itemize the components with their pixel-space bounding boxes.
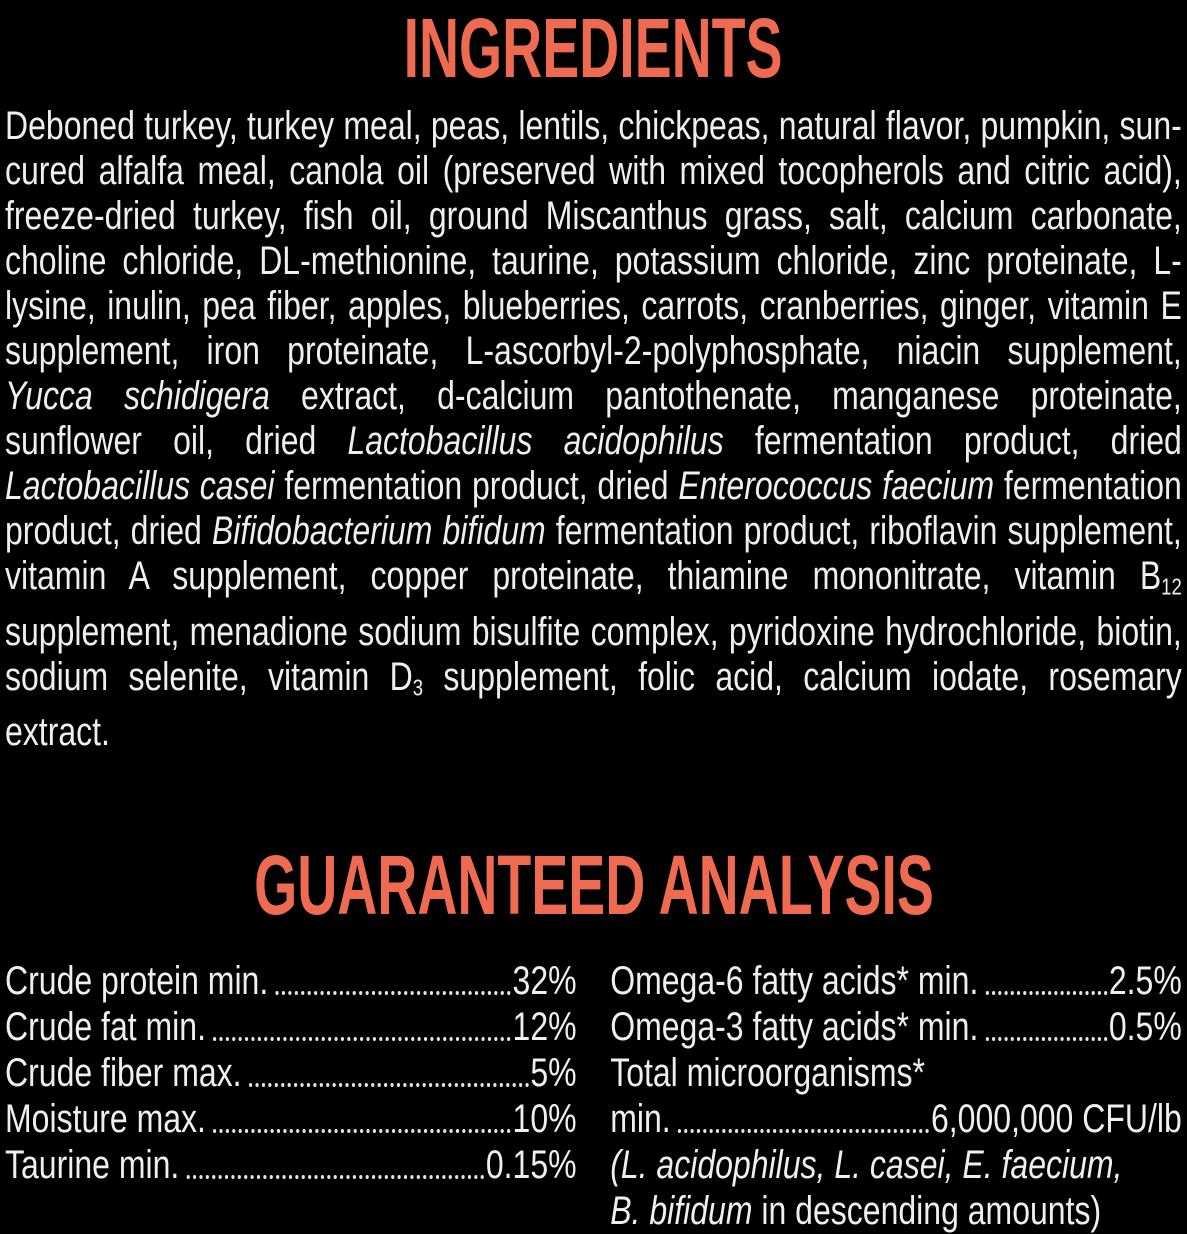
dot-leader xyxy=(206,1096,513,1142)
analysis-label: Crude protein min. xyxy=(5,959,269,1004)
analysis-row-crude-fiber xyxy=(5,1050,577,1096)
dot-leader xyxy=(671,1096,931,1142)
dot-leader xyxy=(179,1142,486,1188)
analysis-row-taurine xyxy=(5,1142,577,1188)
analysis-label: Total microorganisms* xyxy=(610,1051,925,1096)
ingredients-paragraph: Deboned turkey, turkey meal, peas, lentils, chickpeas, natural flavor, pumpkin, sun-cured alfalfa meal, canola oil (preserved with mixed tocopherols and citric acid), freeze-dried turkey, fish oil, ground Miscanthus grass, salt, calcium carbonate, choline chloride, DL-methionine, taurine, potassium chloride, zinc proteinate, L-lysine, inulin, pea fiber, apples, blueberries, carrots, cranberries, ginger, vitamin E supplement, iron proteinate, L-ascorbyl-2-polyphosphate, niacin supplement, Yucca schidigera extract, d-calcium pantothenate, manganese proteinate, sunflower oil, dried Lactobacillus acidophilus fermentation product, dried Lactobacillus casei fermentation product, dried Enterococcus faecium fermentation product, dried Bifidobacterium bifidum fermentation product, riboflavin supplement, vitamin A supplement, copper proteinate, thiamine mononitrate, vitamin $B_{12}$ supplement, menadione sodium bisulfite complex, pyridoxine hydrochloride, biotin, sodium selenite, vitamin $D_3$ supplement, folic acid, calcium iodate, rosemary extract. xyxy=(5,104,1182,755)
dot-leader xyxy=(268,958,512,1004)
analysis-value: 6,000,000 CFU/lb xyxy=(930,1097,1182,1142)
microorganisms-note-line-1: (L. acidophilus, L. casei, E. faecium, xyxy=(610,1143,1123,1188)
analysis-row-omega3 xyxy=(610,1004,1182,1050)
analysis-value: 0.5% xyxy=(1108,1005,1182,1050)
analysis-label: Crude fat min. xyxy=(5,1005,206,1050)
analysis-label: Moisture max. xyxy=(5,1097,206,1142)
ingredients-heading-text: INGREDIENTS xyxy=(404,1,783,95)
analysis-value: 32% xyxy=(512,959,577,1004)
analysis-label: Taurine min. xyxy=(5,1143,180,1188)
analysis-value: 0.15% xyxy=(485,1143,577,1188)
analysis-value: 12% xyxy=(512,1005,577,1050)
analysis-row-crude-fat xyxy=(5,1004,577,1050)
analysis-label: min. xyxy=(610,1097,671,1142)
analysis-label: Omega-3 fatty acids* min. xyxy=(610,1005,979,1050)
microorganisms-note-line-2: B. bifidum in descending amounts) xyxy=(610,1189,1102,1234)
dot-leader xyxy=(242,1050,531,1096)
analysis-label: Omega-6 fatty acids* min. xyxy=(610,959,979,1004)
dot-leader xyxy=(978,958,1109,1004)
analysis-left-column xyxy=(5,958,577,1234)
ingredients-heading xyxy=(0,0,1187,95)
analysis-row-microorganisms-min xyxy=(610,1096,1182,1142)
analysis-row-moisture xyxy=(5,1096,577,1142)
analysis-value: 10% xyxy=(512,1097,577,1142)
guaranteed-analysis-heading xyxy=(0,837,1187,933)
analysis-value: 2.5% xyxy=(1108,959,1182,1004)
guaranteed-analysis-table xyxy=(5,958,1182,1234)
analysis-value: 5% xyxy=(530,1051,577,1096)
dot-leader xyxy=(206,1004,513,1050)
analysis-row-omega6 xyxy=(610,958,1182,1004)
analysis-row-total-microorganisms xyxy=(610,1050,1182,1096)
analysis-row-crude-protein xyxy=(5,958,577,1004)
dot-leader xyxy=(978,1004,1109,1050)
analysis-right-column xyxy=(610,958,1182,1234)
analysis-label: Crude fiber max. xyxy=(5,1051,242,1096)
guaranteed-analysis-heading-text: GUARANTEED ANALYSIS xyxy=(253,838,934,933)
